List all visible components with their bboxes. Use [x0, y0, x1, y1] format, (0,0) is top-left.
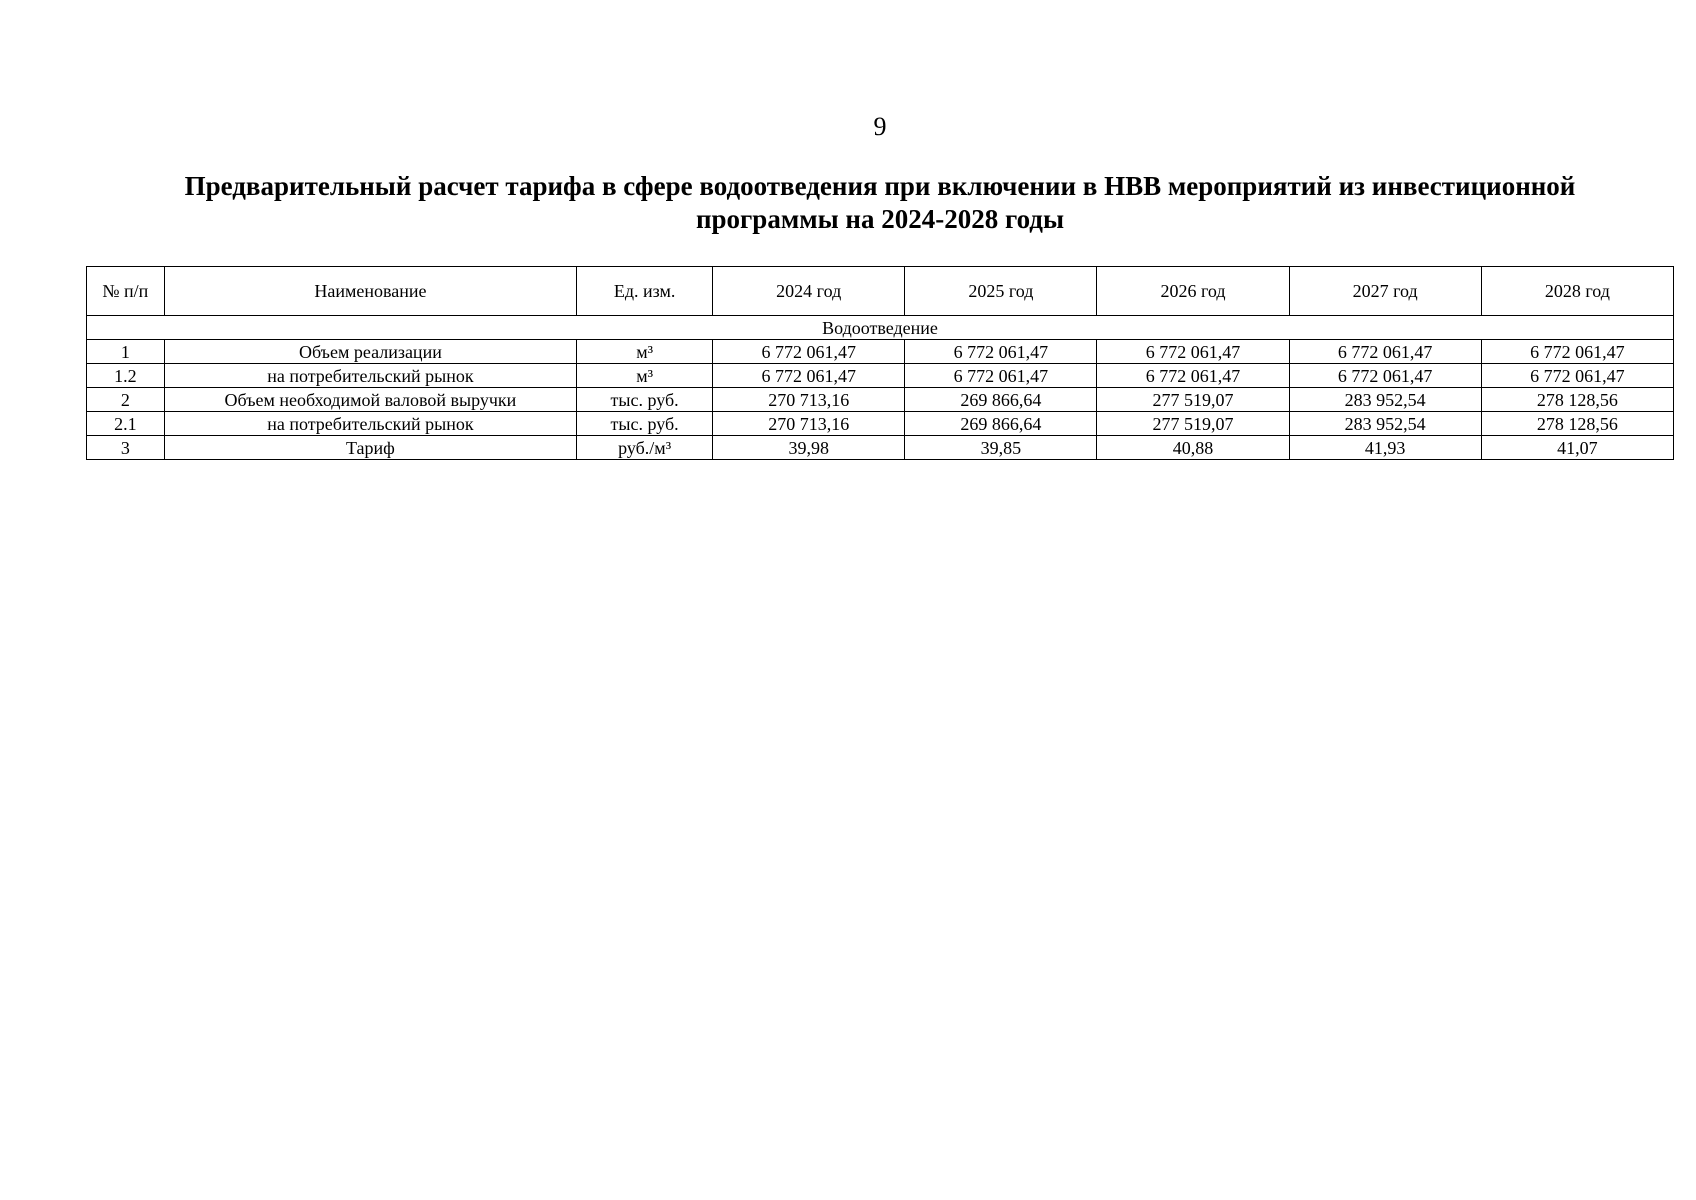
row-value-2024: 39,98	[713, 436, 905, 460]
row-value-2024: 270 713,16	[713, 412, 905, 436]
row-num: 1	[87, 340, 165, 364]
row-value-2025: 6 772 061,47	[905, 364, 1097, 388]
row-value-2024: 6 772 061,47	[713, 340, 905, 364]
row-value-2028: 6 772 061,47	[1481, 364, 1673, 388]
section-title: Водоотведение	[87, 316, 1674, 340]
table-row	[87, 412, 1674, 436]
row-name: Объем необходимой валовой выручки	[164, 388, 576, 412]
row-unit: руб./м³	[577, 436, 713, 460]
header-year-2027: 2027 год	[1289, 267, 1481, 316]
table-row	[87, 436, 1674, 460]
row-unit: м³	[577, 364, 713, 388]
section-row	[87, 316, 1674, 340]
row-num: 3	[87, 436, 165, 460]
row-value-2025: 39,85	[905, 436, 1097, 460]
row-value-2025: 6 772 061,47	[905, 340, 1097, 364]
row-unit: тыс. руб.	[577, 412, 713, 436]
row-num: 2.1	[87, 412, 165, 436]
row-unit: м³	[577, 340, 713, 364]
row-value-2026: 6 772 061,47	[1097, 364, 1289, 388]
row-value-2027: 283 952,54	[1289, 412, 1481, 436]
row-num: 2	[87, 388, 165, 412]
header-year-2025: 2025 год	[905, 267, 1097, 316]
row-value-2028: 278 128,56	[1481, 388, 1673, 412]
header-name: Наименование	[164, 267, 576, 316]
table-row	[87, 388, 1674, 412]
row-name: Тариф	[164, 436, 576, 460]
row-name: на потребительский рынок	[164, 364, 576, 388]
table-header-row	[87, 267, 1674, 316]
row-value-2027: 6 772 061,47	[1289, 364, 1481, 388]
header-unit: Ед. изм.	[577, 267, 713, 316]
row-value-2025: 269 866,64	[905, 388, 1097, 412]
tariff-table	[86, 266, 1674, 460]
page-number: 9	[873, 112, 887, 141]
row-value-2026: 277 519,07	[1097, 412, 1289, 436]
document-title: Предварительный расчет тарифа в сфере водоотведения при включении в НВВ мероприятий из инвестиционной программы на 2024-2028 годы	[184, 171, 1576, 234]
table-row	[87, 364, 1674, 388]
row-value-2028: 41,07	[1481, 436, 1673, 460]
header-year-2028: 2028 год	[1481, 267, 1673, 316]
row-value-2024: 270 713,16	[713, 388, 905, 412]
row-value-2025: 269 866,64	[905, 412, 1097, 436]
row-value-2028: 6 772 061,47	[1481, 340, 1673, 364]
row-value-2026: 6 772 061,47	[1097, 340, 1289, 364]
row-value-2027: 41,93	[1289, 436, 1481, 460]
row-name: Объем реализации	[164, 340, 576, 364]
row-value-2024: 6 772 061,47	[713, 364, 905, 388]
header-year-2024: 2024 год	[713, 267, 905, 316]
row-name: на потребительский рынок	[164, 412, 576, 436]
header-year-2026: 2026 год	[1097, 267, 1289, 316]
header-num: № п/п	[87, 267, 165, 316]
row-value-2027: 283 952,54	[1289, 388, 1481, 412]
table-row	[87, 340, 1674, 364]
row-value-2027: 6 772 061,47	[1289, 340, 1481, 364]
row-value-2026: 277 519,07	[1097, 388, 1289, 412]
row-value-2028: 278 128,56	[1481, 412, 1673, 436]
row-num: 1.2	[87, 364, 165, 388]
row-value-2026: 40,88	[1097, 436, 1289, 460]
row-unit: тыс. руб.	[577, 388, 713, 412]
